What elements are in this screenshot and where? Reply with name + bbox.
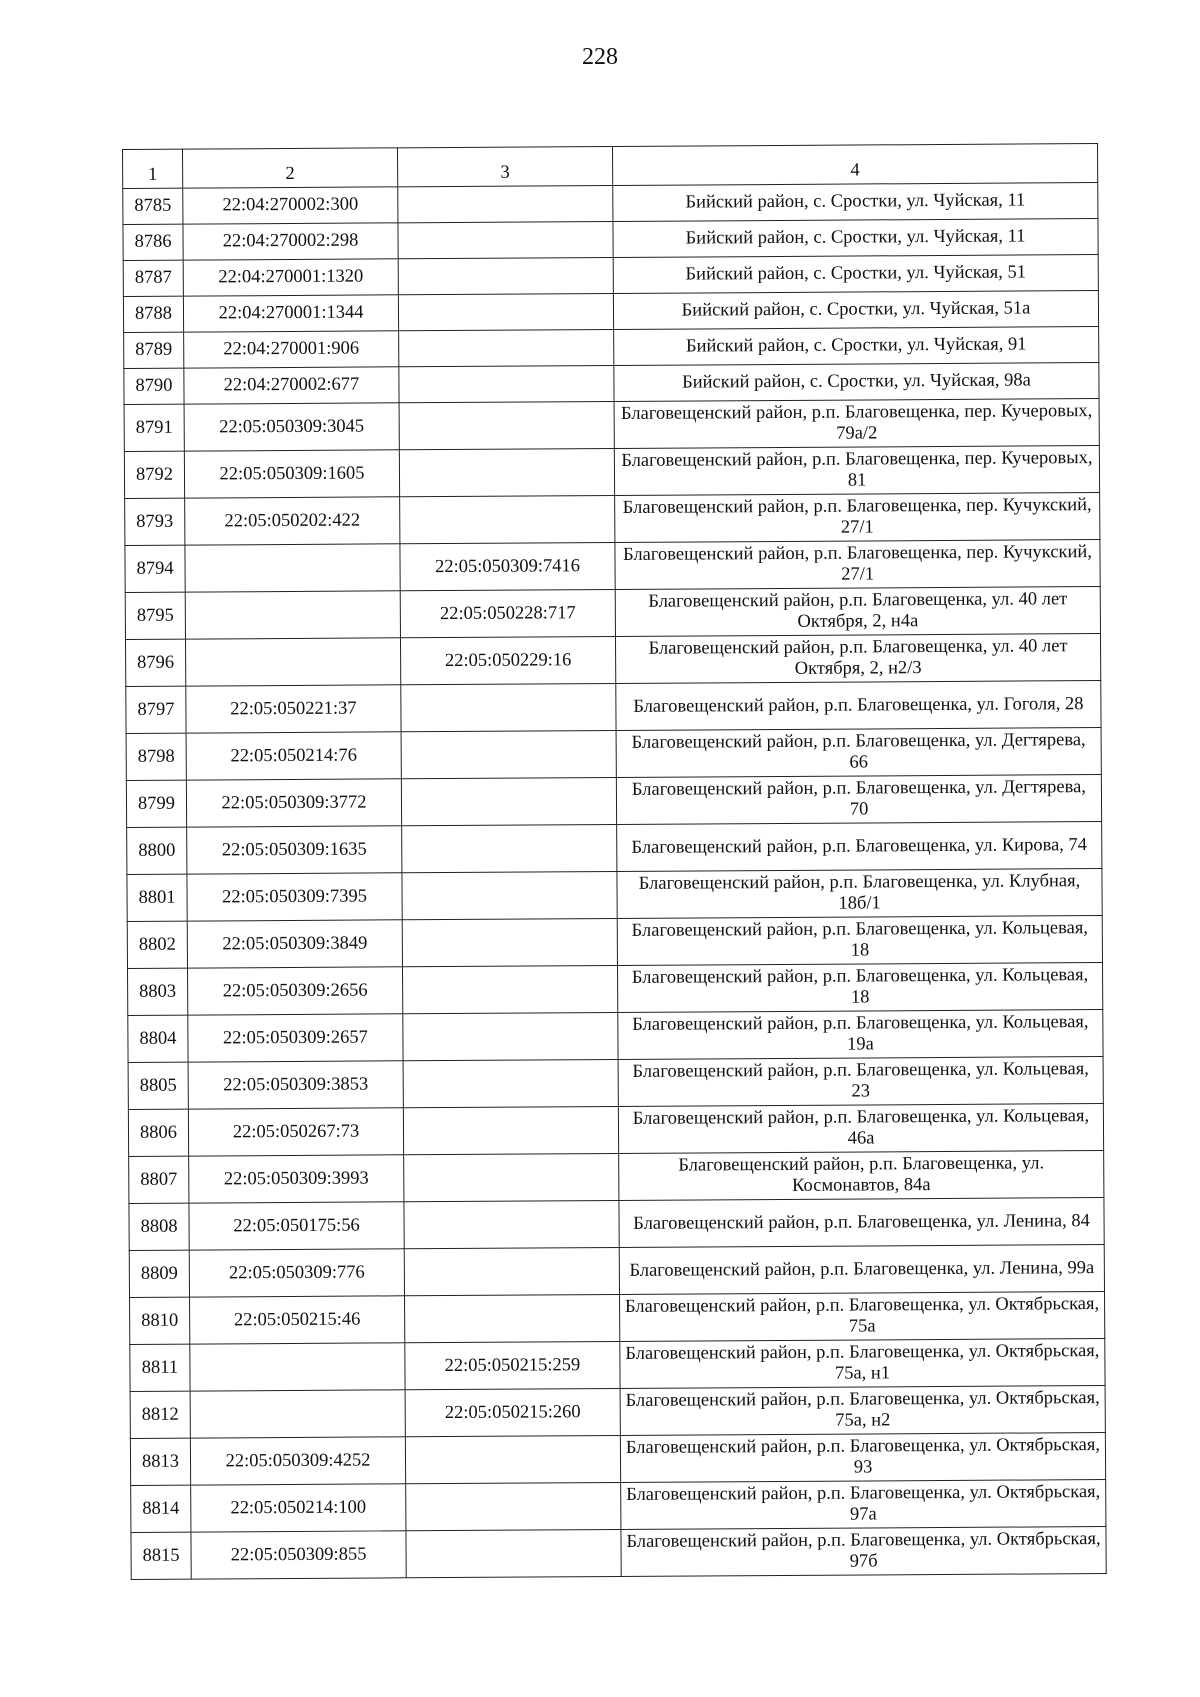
row-number-cell: 8815 xyxy=(131,1532,191,1579)
row-number-cell: 8812 xyxy=(130,1391,190,1438)
registry-table xyxy=(122,143,1107,1580)
cadastral-number-cell: 22:05:050214:100 xyxy=(191,1484,406,1532)
cadastral-number-cell: 22:05:050309:3849 xyxy=(187,920,402,968)
cadastral-number-cell: 22:05:050309:4252 xyxy=(190,1437,405,1485)
cadastral-number-cell: 22:05:050267:73 xyxy=(188,1108,403,1156)
cadastral-number-cell: 22:04:270001:1320 xyxy=(183,259,398,296)
row-number-cell: 8786 xyxy=(123,224,183,260)
address-cell: Бийский район, с. Сростки, ул. Чуйская, 11 xyxy=(613,219,1098,258)
related-cadastral-number-cell: 22:05:050215:260 xyxy=(405,1388,620,1436)
related-cadastral-number-cell: 22:05:050215:259 xyxy=(405,1341,620,1389)
address-cell: Благовещенский район, р.п. Благовещенка, ул. Октябрьская, 75а xyxy=(620,1292,1105,1342)
address-cell: Благовещенский район, р.п. Благовещенка, пер. Кучукский, 27/1 xyxy=(615,540,1100,590)
cadastral-number-cell: 22:05:050309:3993 xyxy=(189,1155,404,1203)
table-row xyxy=(125,634,1100,687)
address-cell: Благовещенский район, р.п. Благовещенка, ул. Космонавтов, 84а xyxy=(619,1151,1104,1201)
cadastral-number-cell: 22:05:050309:7395 xyxy=(187,873,402,921)
table-row xyxy=(130,1339,1105,1392)
cadastral-number-cell: 22:05:050309:776 xyxy=(189,1249,404,1297)
row-number-cell: 8804 xyxy=(128,1015,188,1062)
row-number-cell: 8785 xyxy=(123,188,183,224)
row-number-cell: 8810 xyxy=(130,1297,190,1344)
row-number-cell: 8809 xyxy=(129,1250,189,1297)
cadastral-number-cell: 22:04:270002:298 xyxy=(183,223,398,260)
column-header-1: 1 xyxy=(123,149,183,188)
cadastral-number-cell: 22:05:050309:1605 xyxy=(184,450,399,498)
table-row xyxy=(129,1198,1104,1251)
header-row xyxy=(123,144,1098,189)
cadastral-number-cell: 22:05:050309:3853 xyxy=(188,1061,403,1109)
related-cadastral-number-cell xyxy=(401,730,616,778)
row-number-cell: 8806 xyxy=(128,1109,188,1156)
row-number-cell: 8803 xyxy=(128,968,188,1015)
table-row xyxy=(125,587,1100,640)
row-number-cell: 8790 xyxy=(124,368,184,404)
cadastral-number-cell: 22:05:050215:46 xyxy=(190,1296,405,1344)
table-row xyxy=(123,183,1098,225)
address-cell: Благовещенский район, р.п. Благовещенка, ул. Октябрьская, 97а xyxy=(621,1480,1106,1530)
related-cadastral-number-cell xyxy=(404,1153,619,1201)
related-cadastral-number-cell xyxy=(401,683,616,731)
table-row xyxy=(130,1292,1105,1345)
row-number-cell: 8799 xyxy=(126,780,186,827)
related-cadastral-number-cell xyxy=(399,448,614,496)
related-cadastral-number-cell xyxy=(401,777,616,825)
row-number-cell: 8797 xyxy=(126,686,186,733)
table-row xyxy=(128,1104,1103,1157)
row-number-cell: 8787 xyxy=(123,260,183,296)
cadastral-number-cell xyxy=(185,591,400,639)
cadastral-number-cell: 22:05:050309:2657 xyxy=(188,1014,403,1062)
cadastral-number-cell: 22:05:050175:56 xyxy=(189,1202,404,1250)
table-row xyxy=(129,1151,1104,1204)
related-cadastral-number-cell: 22:05:050309:7416 xyxy=(400,542,615,590)
address-cell: Благовещенский район, р.п. Благовещенка, ул. Кольцевая, 18 xyxy=(617,916,1102,966)
table-row xyxy=(123,291,1098,333)
cadastral-number-cell: 22:05:050309:3772 xyxy=(186,779,401,827)
address-cell: Бийский район, с. Сростки, ул. Чуйская, 98а xyxy=(614,363,1099,402)
address-cell: Благовещенский район, р.п. Благовещенка, ул. Дегтярева, 70 xyxy=(616,775,1101,825)
cadastral-number-cell: 22:04:270001:1344 xyxy=(183,295,398,332)
cadastral-number-cell xyxy=(185,544,400,592)
related-cadastral-number-cell xyxy=(398,186,613,223)
related-cadastral-number-cell xyxy=(405,1294,620,1342)
address-cell: Бийский район, с. Сростки, ул. Чуйская, 11 xyxy=(613,183,1098,222)
related-cadastral-number-cell xyxy=(402,824,617,872)
table-row xyxy=(130,1386,1105,1439)
address-cell: Благовещенский район, р.п. Благовещенка, ул. Гоголя, 28 xyxy=(616,681,1101,731)
cadastral-number-cell: 22:05:050309:855 xyxy=(191,1531,406,1579)
row-number-cell: 8801 xyxy=(127,874,187,921)
address-cell: Бийский район, с. Сростки, ул. Чуйская, 91 xyxy=(614,327,1099,366)
table-row xyxy=(127,822,1102,875)
column-header-2: 2 xyxy=(183,148,398,188)
row-number-cell: 8794 xyxy=(125,545,185,592)
related-cadastral-number-cell xyxy=(400,495,615,543)
table-row xyxy=(126,681,1101,734)
table-row xyxy=(131,1480,1106,1533)
related-cadastral-number-cell xyxy=(402,871,617,919)
table-row xyxy=(126,728,1101,781)
cadastral-number-cell: 22:04:270001:906 xyxy=(184,331,399,368)
table-row xyxy=(127,869,1102,922)
address-cell: Благовещенский район, р.п. Благовещенка, ул. 40 лет Октября, 2, н4а xyxy=(615,587,1100,637)
row-number-cell: 8793 xyxy=(125,498,185,545)
row-number-cell: 8805 xyxy=(128,1062,188,1109)
table-row xyxy=(128,1057,1103,1110)
cadastral-number-cell: 22:04:270002:300 xyxy=(183,187,398,224)
related-cadastral-number-cell xyxy=(399,401,614,449)
address-cell: Благовещенский район, р.п. Благовещенка, ул. Ленина, 84 xyxy=(619,1198,1104,1248)
row-number-cell: 8788 xyxy=(123,296,183,332)
table-row xyxy=(131,1527,1106,1580)
table-row xyxy=(126,775,1101,828)
row-number-cell: 8789 xyxy=(124,332,184,368)
cadastral-number-cell: 22:05:050202:422 xyxy=(185,497,400,545)
row-number-cell: 8802 xyxy=(127,921,187,968)
row-number-cell: 8792 xyxy=(124,451,184,498)
address-cell: Благовещенский район, р.п. Благовещенка, ул. Кольцевая, 23 xyxy=(618,1057,1103,1107)
table-row xyxy=(130,1433,1105,1486)
related-cadastral-number-cell xyxy=(399,365,614,402)
related-cadastral-number-cell xyxy=(398,222,613,259)
table-row xyxy=(128,963,1103,1016)
cadastral-number-cell xyxy=(185,638,400,686)
cadastral-number-cell: 22:05:050221:37 xyxy=(186,685,401,733)
table-row xyxy=(124,363,1099,405)
address-cell: Благовещенский район, р.п. Благовещенка, ул. Дегтярева, 66 xyxy=(616,728,1101,778)
table-row xyxy=(127,916,1102,969)
page-number: 228 xyxy=(582,44,618,70)
address-cell: Благовещенский район, р.п. Благовещенка, ул. Кирова, 74 xyxy=(617,822,1102,872)
table-row xyxy=(124,446,1099,499)
table-row xyxy=(123,255,1098,297)
address-cell: Благовещенский район, р.п. Благовещенка, ул. Кольцевая, 18 xyxy=(617,963,1102,1013)
related-cadastral-number-cell xyxy=(403,1106,618,1154)
cadastral-number-cell xyxy=(190,1343,405,1391)
cadastral-number-cell xyxy=(190,1390,405,1438)
related-cadastral-number-cell xyxy=(406,1482,621,1530)
cadastral-number-cell: 22:05:050214:76 xyxy=(186,732,401,780)
related-cadastral-number-cell xyxy=(399,330,614,367)
address-cell: Благовещенский район, р.п. Благовещенка, ул. Октябрьская, 93 xyxy=(620,1433,1105,1483)
address-cell: Благовещенский район, р.п. Благовещенка, пер. Кучеровых, 79а/2 xyxy=(614,399,1099,449)
row-number-cell: 8800 xyxy=(127,827,187,874)
address-cell: Благовещенский район, р.п. Благовещенка, пер. Кучеровых, 81 xyxy=(614,446,1099,496)
table-row xyxy=(128,1010,1103,1063)
address-cell: Благовещенский район, р.п. Благовещенка, ул. Кольцевая, 46а xyxy=(618,1104,1103,1154)
table-row xyxy=(123,219,1098,261)
address-cell: Благовещенский район, р.п. Благовещенка, ул. Октябрьская, 75а, н1 xyxy=(620,1339,1105,1389)
related-cadastral-number-cell xyxy=(403,1059,618,1107)
related-cadastral-number-cell xyxy=(403,965,618,1013)
cadastral-number-cell: 22:05:050309:1635 xyxy=(187,826,402,874)
related-cadastral-number-cell xyxy=(406,1529,621,1577)
table-row xyxy=(124,327,1099,369)
row-number-cell: 8808 xyxy=(129,1203,189,1250)
cadastral-number-cell: 22:04:270002:677 xyxy=(184,367,399,404)
address-cell: Бийский район, с. Сростки, ул. Чуйская, 51а xyxy=(613,291,1098,330)
related-cadastral-number-cell xyxy=(403,1012,618,1060)
address-cell: Благовещенский район, р.п. Благовещенка, ул. Октябрьская, 75а, н2 xyxy=(620,1386,1105,1436)
related-cadastral-number-cell: 22:05:050228:717 xyxy=(400,589,615,637)
row-number-cell: 8791 xyxy=(124,404,184,451)
related-cadastral-number-cell xyxy=(398,258,613,295)
row-number-cell: 8795 xyxy=(125,592,185,639)
column-header-3: 3 xyxy=(397,147,612,187)
row-number-cell: 8811 xyxy=(130,1344,190,1391)
related-cadastral-number-cell xyxy=(398,294,613,331)
row-number-cell: 8796 xyxy=(125,639,185,686)
table-row xyxy=(124,399,1099,452)
address-cell: Благовещенский район, р.п. Благовещенка, ул. Октябрьская, 97б xyxy=(621,1527,1106,1577)
cadastral-number-cell: 22:05:050309:3045 xyxy=(184,403,399,451)
related-cadastral-number-cell: 22:05:050229:16 xyxy=(400,636,615,684)
row-number-cell: 8813 xyxy=(130,1438,190,1485)
table-row xyxy=(129,1245,1104,1298)
cadastral-number-cell: 22:05:050309:2656 xyxy=(188,967,403,1015)
row-number-cell: 8798 xyxy=(126,733,186,780)
row-number-cell: 8807 xyxy=(129,1156,189,1203)
related-cadastral-number-cell xyxy=(404,1247,619,1295)
address-cell: Благовещенский район, р.п. Благовещенка, ул. Ленина, 99а xyxy=(619,1245,1104,1295)
related-cadastral-number-cell xyxy=(405,1435,620,1483)
address-cell: Благовещенский район, р.п. Благовещенка, ул. 40 лет Октября, 2, н2/3 xyxy=(615,634,1100,684)
address-cell: Благовещенский район, р.п. Благовещенка, ул. Кольцевая, 19а xyxy=(618,1010,1103,1060)
related-cadastral-number-cell xyxy=(402,918,617,966)
row-number-cell: 8814 xyxy=(131,1485,191,1532)
address-cell: Благовещенский район, р.п. Благовещенка, пер. Кучукский, 27/1 xyxy=(615,493,1100,543)
table-row xyxy=(125,540,1100,593)
column-header-4: 4 xyxy=(612,144,1097,186)
related-cadastral-number-cell xyxy=(404,1200,619,1248)
address-cell: Благовещенский район, р.п. Благовещенка, ул. Клубная, 18б/1 xyxy=(617,869,1102,919)
table-row xyxy=(125,493,1100,546)
address-cell: Бийский район, с. Сростки, ул. Чуйская, 51 xyxy=(613,255,1098,294)
